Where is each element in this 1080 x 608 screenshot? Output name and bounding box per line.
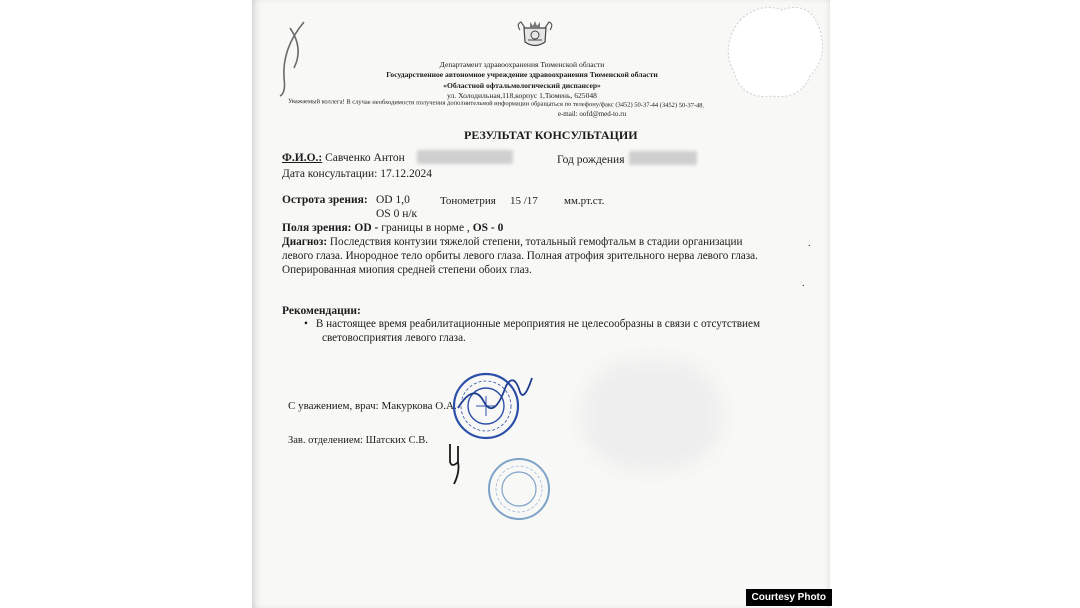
doctor-signature-icon — [454, 372, 534, 422]
recommendations-label: Рекомендации — [282, 305, 357, 317]
redacted-surname — [417, 150, 513, 164]
header-address: ул. Холодильная,118,корпус 1,Тюмень, 625048 — [447, 91, 597, 100]
head-line: Зав. отделением: Шатских С.В. — [288, 435, 428, 446]
recommendation-line-1: В настоящее время реабилитационные мероприятия не целесообразны в связи с отсутствием — [315, 318, 761, 330]
acuity-label: Острота зрения: — [282, 194, 368, 206]
faded-stamp-blur — [582, 360, 722, 470]
fields-label: Поля зрения: — [282, 222, 352, 234]
acuity-os: OS 0 н/к — [376, 208, 418, 220]
speck: . — [808, 238, 811, 249]
fields-od-text: границы в норме , — [381, 222, 470, 234]
fields-od: OD - — [354, 222, 382, 234]
fio-value: Савченко Антон — [325, 152, 405, 164]
recommendation-line-2: световосприятия левого глаза. — [322, 332, 466, 344]
diagnosis-label: Диагноз: — [282, 236, 328, 248]
head-signature-icon — [444, 442, 468, 486]
coat-of-arms-icon — [516, 20, 554, 50]
blurred-stamp-icon — [720, 0, 830, 110]
tonometry-label: Тонометрия — [440, 195, 496, 207]
bullet-icon: • — [304, 318, 308, 330]
acuity-od: OD 1,0 — [376, 194, 410, 206]
page-title: РЕЗУЛЬТАТ КОНСУЛЬТАЦИИ — [464, 128, 638, 142]
diagnosis-line-3: Оперированная миопия средней степени обоих глаз. — [282, 264, 532, 276]
fields-os: OS - 0 — [472, 222, 504, 234]
photo-credit: Courtesy Photo — [746, 589, 832, 606]
handwritten-mark-icon — [274, 18, 314, 98]
speck: . — [802, 278, 805, 289]
tonometry-unit: мм.рт.ст. — [564, 195, 605, 207]
diagnosis-line-2: левого глаза. Инородное тело орбиты левого глаза. Полная атрофия зрительного нерва левого глаза. — [282, 250, 758, 262]
header-department: Департамент здравоохранения Тюменской области — [439, 60, 605, 69]
header-email: e-mail: oofd@med-to.ru — [557, 110, 627, 118]
document-page: Департамент здравоохранения Тюменской области Государственное автономное учреждение здравоохранения Тюменской области «Областной офтальмологический диспансер» ул. Холодильная,118,корпус 1,Тюмень, 625048 Уважаемый коллега! В случае необходимости получения дополнительной информации обращаться по телефону/факс (3452) 50-37-44 (3452) 50-37-48. e-mail: oofd@med-to.ru РЕЗУЛЬТАТ КОНСУЛЬТАЦИИ Ф.И.О.: Савченко Антон Год рождения Дата консультации: 17.12.2024 Острота зрения: OD 1,0 OS 0 н/к Тонометрия 15 /17 мм.рт.ст. Поля зрения: OD - границы в норме , OS - 0 Диагноз: Последствия контузии тяжелой степени, тотальный гемофтальм в стадии организации левого глаза. Инородное тело орбиты левого глаза. Полная атрофия зрительного нерва левого глаза. Оперированная миопия средней степени обоих глаз. Рекомендации: • В настоящее время реабилитационные мероприятия не целесообразны в связи с отсутствием световосприятия левого глаза. С уважением, врач: Макуркова О.А. Зав. отделением: Шатских С.В. . . — [252, 0, 830, 608]
fio-label: Ф.И.О.: — [282, 152, 323, 164]
header-dispensary: «Областной офтальмологический диспансер» — [443, 81, 601, 90]
faded-seal-stamp-icon — [486, 456, 552, 522]
header-institution: Государственное автономное учреждение здравоохранения Тюменской области — [386, 70, 658, 79]
diagnosis-line-1: Последствия контузии тяжелой степени, тотальный гемофтальм в стадии организации — [329, 236, 743, 248]
date-label: Дата консультации: — [282, 168, 378, 180]
date-value: 17.12.2024 — [380, 168, 432, 180]
header-notice: Уважаемый коллега! В случае необходимости получения дополнительной информации обращаться по телефону/факс (3452) 50-37-44 (3452) 50-37-48. — [287, 98, 705, 110]
tonometry-value: 15 /17 — [510, 195, 538, 207]
redacted-birth-year — [629, 151, 697, 165]
birth-label: Год рождения — [557, 154, 625, 166]
doctor-line: С уважением, врач: Макуркова О.А. — [288, 400, 457, 412]
